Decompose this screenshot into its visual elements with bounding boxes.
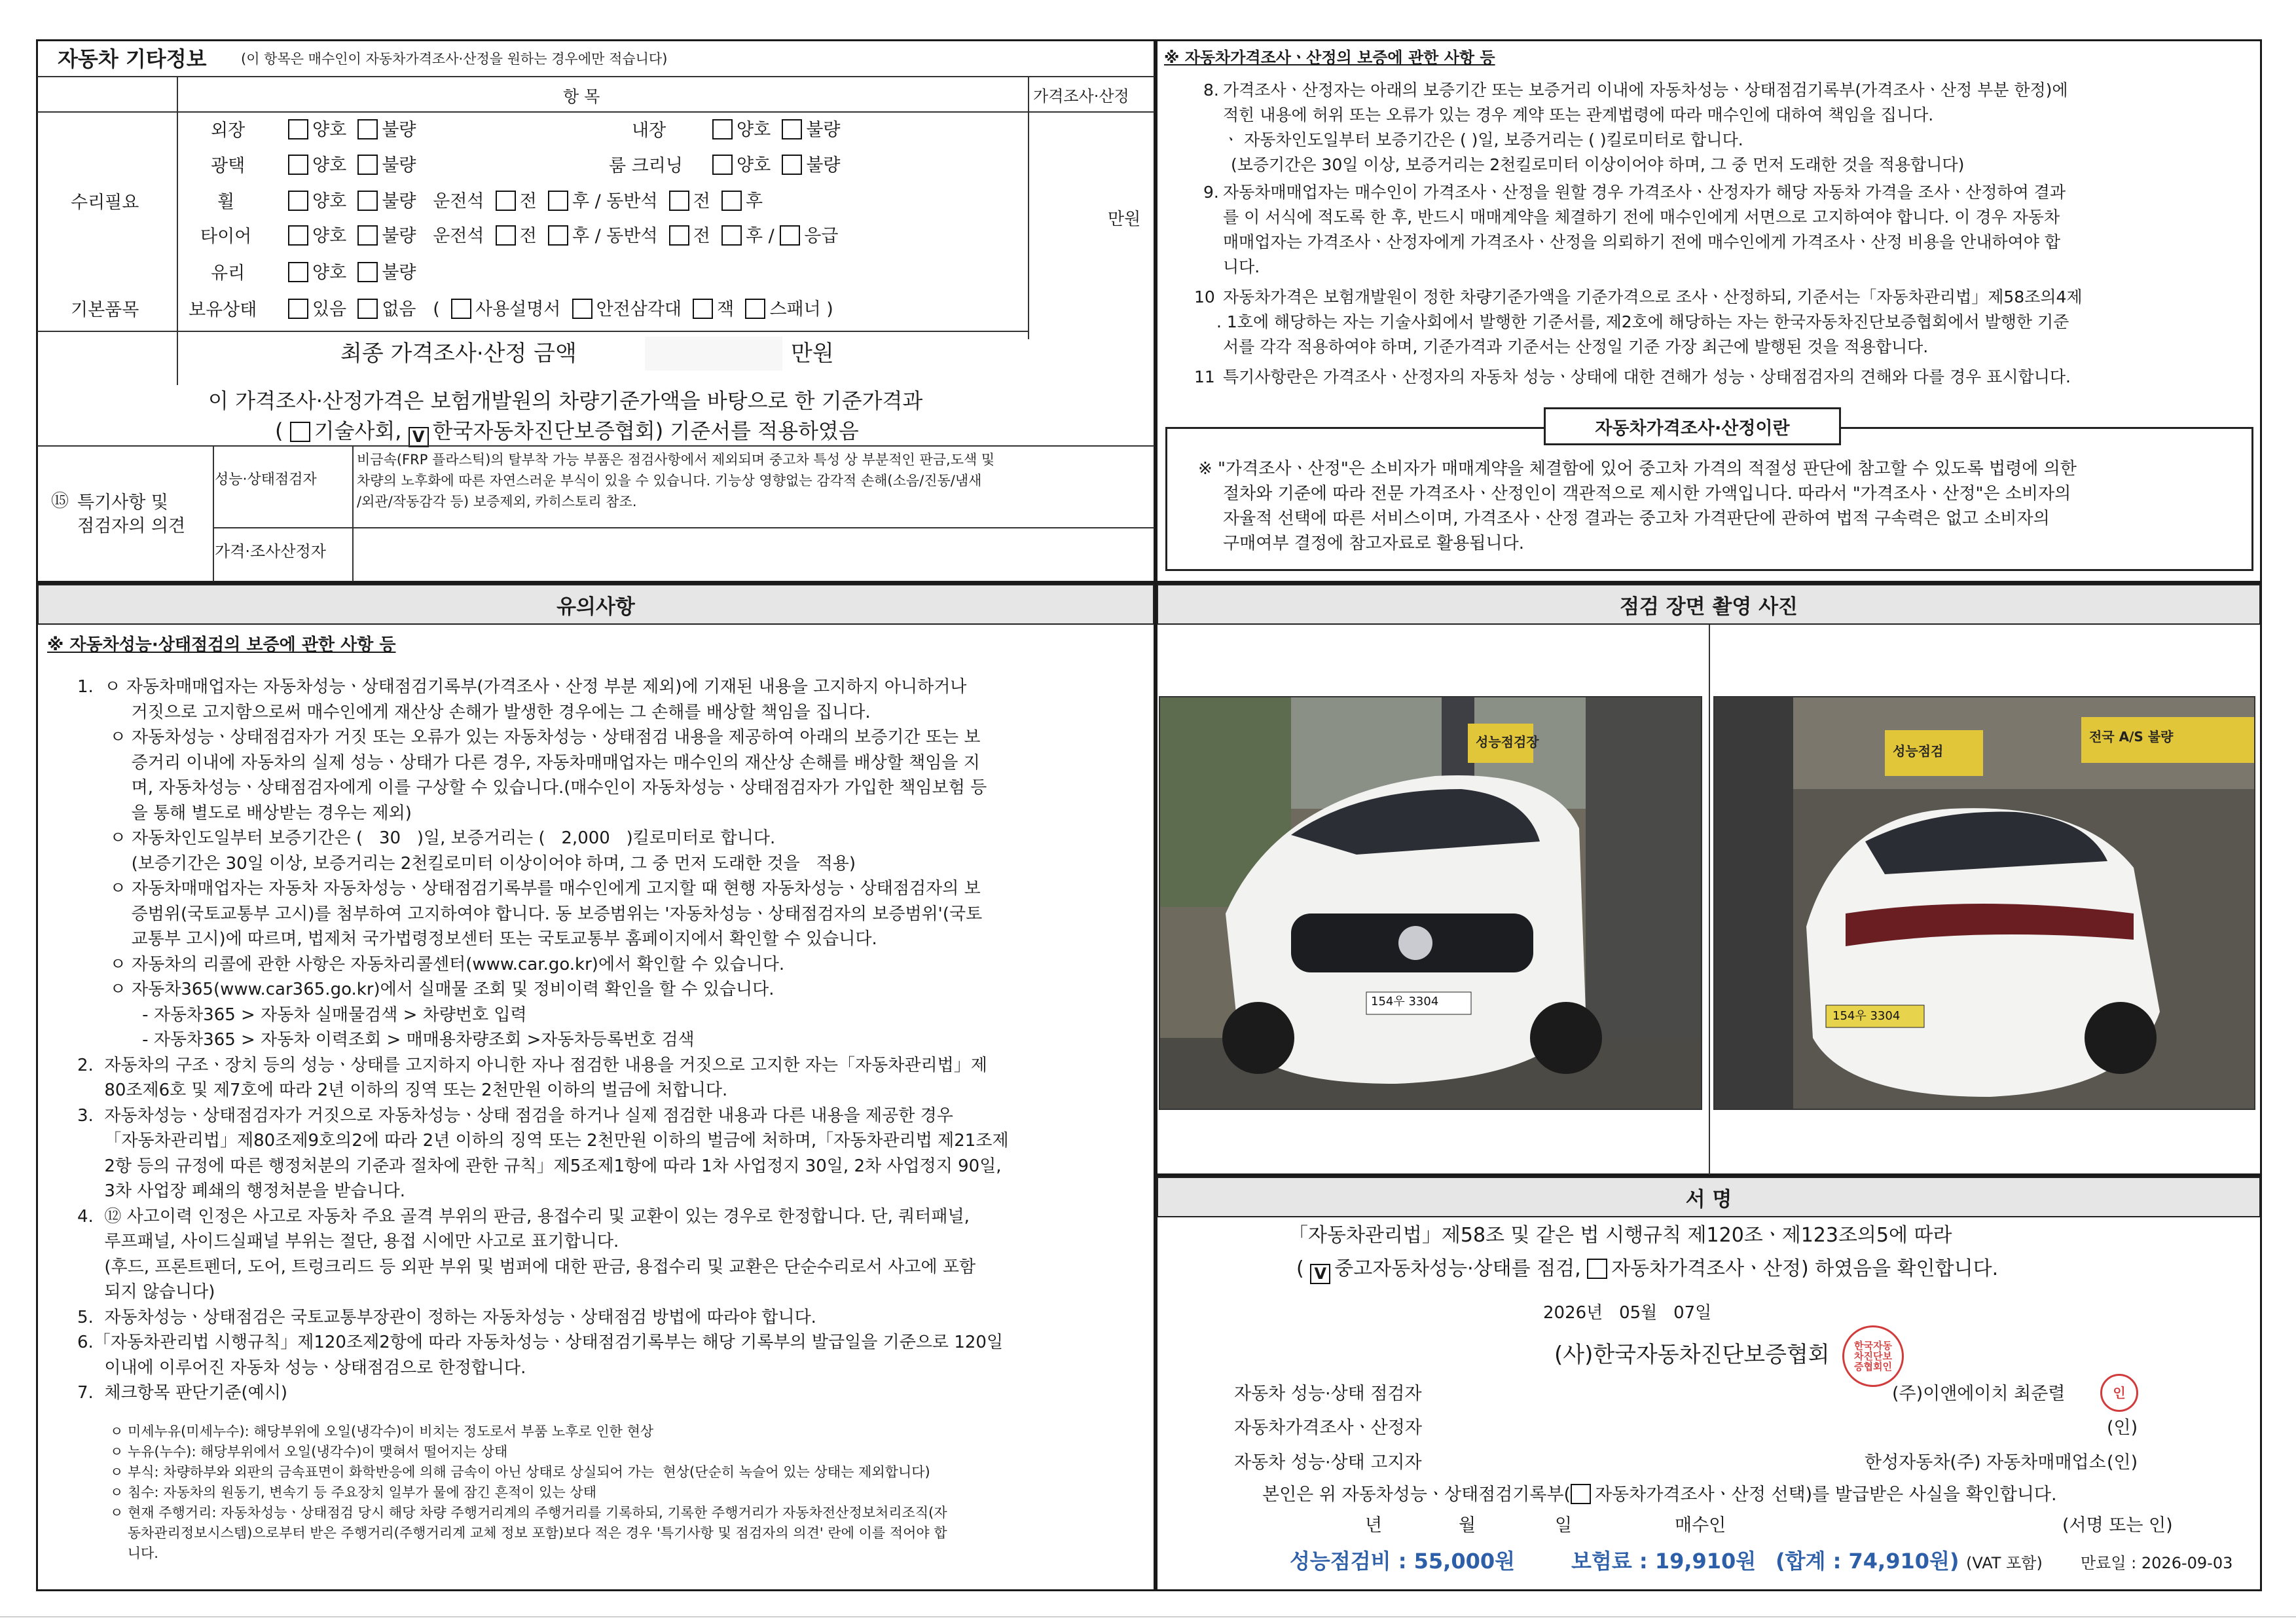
notes-line: ㅇ 자동차365(www.car365.go.kr)에서 실매물 조회 및 정비이력 확인을 할 수 있습니다. — [77, 980, 774, 999]
jack-checkbox[interactable] — [693, 299, 713, 319]
item8-line-2: 적힌 내용에 허위 또는 오류가 있는 경우 계약 또는 관계법령에 따라 매수인에 대하여 책임을 집니다. — [1223, 105, 1934, 124]
vehicle-other-info-subtitle: (이 항목은 매수인이 자동차가격조사·산정을 원하는 경우에만 적습니다) — [241, 51, 668, 67]
exterior-bad-checkbox[interactable] — [357, 119, 378, 139]
inspector-label: 자동차 성능·상태 점검자 — [1234, 1384, 1422, 1404]
notes-line: 5. 자동차성능ㆍ상태점검은 국토교통부장관이 정하는 자동차성능ㆍ상태점검 방법에 따라야 합니다. — [77, 1307, 816, 1327]
price-sub-label: 가격·조사산정자 — [215, 542, 326, 561]
expiry-date: 만료일 : 2026-09-03 — [2081, 1554, 2233, 1572]
possession-label: 보유상태 — [189, 300, 257, 320]
row-gloss: 광택 — [211, 156, 246, 176]
have-checkbox[interactable] — [288, 299, 308, 319]
tire-options: 양호 불량 운전석 전 후 / 동반석 전 후 / 응급 — [288, 225, 839, 246]
interior-good-checkbox[interactable] — [712, 119, 733, 139]
item10-num: 10 — [1194, 287, 1215, 306]
price-select-checkbox[interactable] — [1571, 1484, 1591, 1504]
rear-sign-1: 성능점검 — [1893, 743, 1944, 759]
item8-num: 8. — [1203, 81, 1219, 100]
special-sub-divider — [352, 445, 354, 581]
item11-line-1: 특기사항란은 가격조사ㆍ산정자의 자동차 성능ㆍ상태에 대한 견해가 성능ㆍ상태점검자의 견해와 다를 경우 표시합니다. — [1223, 367, 2071, 386]
notes-line: 루프패널, 사이드실패널 부위는 절단, 용접 시에만 사고로 표기합니다. — [77, 1232, 619, 1251]
price-definition-title-box: 자동차가격조사·산정이란 — [1544, 407, 1841, 445]
glass-good-checkbox[interactable] — [288, 262, 308, 282]
inspector-sub-label: 성능·상태점검자 — [215, 471, 317, 488]
notes-small-line: ㅇ 미세누유(미세누수): 해당부위에 오일(냉각수)이 비치는 정도로서 부품 노후로 인한 현상 — [110, 1424, 654, 1439]
wheel-driver-rear-checkbox[interactable] — [548, 191, 568, 211]
insurance-fee: 보험료 : 19,910원 — [1571, 1549, 1757, 1574]
notes-subtitle: ※ 자동차성능·상태점검의 보증에 관한 사항 등 — [47, 635, 396, 655]
signature-header: 서 명 — [1157, 1177, 2261, 1217]
price-assessor-label: 자동차가격조사ㆍ산정자 — [1234, 1418, 1422, 1438]
manual-checkbox[interactable] — [451, 299, 471, 319]
gloss-bad-checkbox[interactable] — [357, 155, 378, 175]
buyer-label: 매수인 — [1675, 1515, 1726, 1536]
notes-line: 7. 체크항목 판단기준(예시) — [77, 1383, 288, 1403]
buyer-month: 월 — [1459, 1515, 1476, 1536]
wheel-driver-front-checkbox[interactable] — [496, 191, 516, 211]
basis-line-1: 이 가격조사·산정가격은 보험개발원의 차량기준가액을 바탕으로 한 기준가격과 — [208, 388, 923, 413]
inspector-value: (주)이앤에이치 최준렬 — [1892, 1384, 2066, 1404]
tire-bad-checkbox[interactable] — [357, 225, 378, 246]
notes-line: 1. ㅇ 자동차매매업자는 자동차성능ㆍ상태점검기록부(가격조사ㆍ산정 부분 제외)에 기재된 내용을 고지하지 아니하거나 — [77, 677, 967, 697]
sign-date: 2026년 05월 07일 — [1543, 1303, 1712, 1323]
front-plate: 154우 3304 — [1371, 995, 1439, 1008]
price-definition-line-4: 구매여부 결정에 참고자료로 활용됩니다. — [1223, 534, 1525, 553]
price-col-divider — [1028, 77, 1029, 339]
item9-line-4: 니다. — [1223, 257, 1260, 276]
notes-line: 거짓으로 고지함으로써 매수인에게 재산상 손해가 발생한 경우에는 그 손해를 배상할 책임을 집니다. — [77, 702, 871, 722]
notes-small-line: ㅇ 부식: 차량하부와 외판의 금속표면이 화학반응에 의해 금속이 아닌 상태로 상실되어 가는 현상(단순히 녹슬어 있는 상태는 제외합니다) — [110, 1464, 930, 1480]
wheel-bad-checkbox[interactable] — [357, 191, 378, 211]
gloss-options: 양호 불량 — [288, 155, 416, 175]
notes-small-line: ㅇ 침수: 자동차의 원동기, 변속기 등 주요장치 일부가 물에 잠긴 흔적이 있는 상태 — [110, 1485, 597, 1500]
inspector-seal: 인 — [2100, 1374, 2138, 1412]
basis-line-2: ( 기술사회, V 한국자동차진단보증협회) 기준서를 적용하였음 — [275, 418, 859, 446]
confirm-line: 본인은 위 자동차성능ㆍ상태점검기록부( 자동차가격조사ㆍ산정 선택)를 발급받은 사실을 확인합니다. — [1262, 1485, 2057, 1505]
front-car-illustration — [1160, 697, 1702, 1110]
item8-line-4: (보증기간은 30일 이상, 보증거리는 2천킬로미터 이상이어야 하며, 그 중 먼저 도래한 것을 적용합니다) — [1231, 155, 1965, 174]
notes-small-line: 니다. — [110, 1545, 158, 1561]
price-definition-line-2: 절차와 기준에 따라 전문 가격조사ㆍ산정인이 객관적으로 제시한 가액입니다. 따라서 "가격조사ㆍ산정"은 소비자의 — [1223, 484, 2071, 504]
notes-line: 4. ⑫ 사고이력 인정은 사고로 자동차 주요 골격 부위의 판금, 용접수리 및 교환이 있는 경우로 한정합니다. 단, 쿼터패널, — [77, 1206, 970, 1227]
inspector-note-2: 차량의 노후화에 따른 자연스러운 부식이 있을 수 있습니다. 기능상 영향없는 감각적 손해(소음/진동/냄새 — [357, 473, 982, 489]
spanner-checkbox[interactable] — [745, 299, 765, 319]
notes-line: 증거리 이내에 자동차의 실제 성능ㆍ상태가 다른 경우, 자동차매매업자는 매수인의 재산상 손해를 배상할 책임을 지 — [77, 752, 980, 773]
photos-divider — [1709, 625, 1710, 1175]
col-item-header: 항 목 — [563, 87, 600, 106]
price-warranty-title: ※ 자동차가격조사ㆍ산정의 보증에 관한 사항 등 — [1164, 48, 1495, 67]
buyer-day: 일 — [1555, 1515, 1573, 1536]
row-exterior: 외장 — [211, 120, 246, 141]
notes-line: 2. 자동차의 구조ㆍ장치 등의 성능ㆍ상태를 고지하지 아니한 자나 점검한 내용을 거짓으로 고지한 자는「자동차관리법」제 — [77, 1055, 987, 1075]
rear-car-illustration — [1715, 697, 2255, 1110]
row-interior: 내장 — [632, 120, 666, 141]
notes-line: - 자동차365 > 자동차 실매물검색 > 차량번호 입력 — [77, 1005, 527, 1025]
item10-line-3: 서를 각각 적용하여야 하며, 기준가격과 기준서는 산정일 기준 가장 최근에 발행된 것을 적용합니다. — [1223, 337, 1929, 356]
notes-line: (후드, 프론트펜더, 도어, 트렁크리드 등 외판 부위 및 범퍼에 대한 판금, 용접수리 및 교환은 단순수리로서 사고에 포함 — [77, 1257, 976, 1277]
none-checkbox[interactable] — [357, 299, 378, 319]
exterior-options: 양호 불량 — [288, 119, 416, 139]
item10-line-1: 자동차가격은 보험개발원이 정한 차량기준가액을 기준가격으로 조사ㆍ산정하되, 기준서는「자동차관리법」제58조의4제 — [1223, 287, 2083, 306]
notes-lines — [77, 674, 1151, 1406]
tire-emergency-checkbox[interactable] — [780, 225, 800, 246]
gloss-good-checkbox[interactable] — [288, 155, 308, 175]
notifier-seal: (인) — [2107, 1452, 2138, 1473]
tech-society-checkbox[interactable] — [290, 422, 310, 442]
col-price-header: 가격조사·산정 — [1033, 87, 1129, 105]
wheel-options: 양호 불량 운전석 전 후 / 동반석 전 후 — [288, 191, 763, 211]
notes-line: 3차 사업장 폐쇄의 행정처분을 받습니다. — [77, 1181, 406, 1201]
signature-law-line-2: ( V 중고자동차성능·상태를 점검, 자동차가격조사ㆍ산정) 하였음을 확인합니다. — [1296, 1257, 1999, 1283]
buyer-sign[interactable]: (서명 또는 인) — [2062, 1515, 2173, 1536]
notes-line: - 자동차365 > 자동차 이력조회 > 매매용차량조회 >자동차등록번호 검색 — [77, 1030, 695, 1050]
rear-car-photo — [1713, 696, 2255, 1110]
basic-items-label: 기본품목 — [71, 300, 139, 320]
unit-manwon: 만원 — [1108, 210, 1141, 229]
notes-line: ㅇ 자동차인도일부터 보증기간은 ( 30 )일, 보증거리는 ( 2,000 )킬로미터로 합니다. — [77, 828, 776, 848]
final-price-field[interactable] — [645, 337, 782, 371]
notes-small-line: ㅇ 현재 주행거리: 자동차성능ㆍ상태점검 당시 해당 차량 주행거리계의 주행거리를 기록하되, 기록한 주행거리가 자동차전산정보처리조직(자 — [110, 1505, 947, 1521]
special-num: ⑮ — [51, 491, 69, 511]
row-wheel: 휠 — [217, 192, 235, 212]
room-cleaning-bad-checkbox[interactable] — [782, 155, 802, 175]
vat-note: (VAT 포함) — [1966, 1554, 2043, 1572]
item9-line-1: 자동차매매업자는 매수인이 가격조사ㆍ산정을 원할 경우 가격조사ㆍ산정자가 해당 자동차 가격을 조사ㆍ산정하여 결과 — [1223, 183, 2066, 202]
price-definition-line-1: ※ "가격조사ㆍ산정"은 소비자가 매매계약을 체결함에 있어 중고차 가격의 적절성 판단에 참고할 수 있도록 법령에 의한 — [1198, 459, 2077, 479]
notes-line: ㅇ 자동차매매업자는 자동차 자동차성능ㆍ상태점검기록부를 매수인에게 고지할 때 현행 자동차성능ㆍ상태점검자의 보 — [77, 879, 981, 898]
tire-good-checkbox[interactable] — [288, 225, 308, 246]
wheel-good-checkbox[interactable] — [288, 191, 308, 211]
special-label-divider — [213, 445, 214, 581]
association-name: (사)한국자동차진단보증협회 — [1554, 1342, 1830, 1368]
notes-line: 6.「자동차관리법 시행규칙」제120조제2항에 따라 자동차성능ㆍ상태점검기록부는 해당 기록부의 발급일을 기준으로 120일 — [77, 1333, 1004, 1352]
rear-sign-2: 전국 A/S 불량 — [2089, 729, 2174, 745]
page-footer-line — [0, 1616, 2296, 1617]
notifier-value: 한성자동차(주) 자동차매매업소 — [1865, 1452, 2106, 1473]
interior-bad-checkbox[interactable] — [782, 119, 802, 139]
notes-header: 유의사항 — [37, 584, 1154, 625]
row-room-cleaning: 룸 크리닝 — [609, 156, 683, 176]
price-check-checkbox[interactable] — [1587, 1259, 1607, 1279]
association-seal: 한국자동차진단보증협회인 — [1842, 1325, 1904, 1387]
item9-num: 9. — [1203, 183, 1219, 202]
interior-options: 양호 불량 — [712, 119, 841, 139]
final-price-label: 최종 가격조사·산정 금액 — [340, 341, 577, 367]
notes-line: 을 통해 별도로 배상받는 경우는 제외) — [77, 803, 412, 823]
notifier-label: 자동차 성능·상태 고지자 — [1234, 1452, 1422, 1473]
notes-line: 80조제6호 및 제7호에 따라 2년 이하의 징역 또는 2천만원 이하의 벌금에 처합니다. — [77, 1080, 728, 1100]
glass-options: 양호 불량 — [288, 262, 416, 282]
notes-small-line: 동차관리정보시스템)으로부터 받은 주행거리(주행거리계 교체 정보 포함)보다 적은 경우 '특기사항 및 점검자의 의견' 란에 이를 적어야 합 — [110, 1525, 947, 1541]
price-definition-line-3: 자율적 선택에 따른 서비스이며, 가격조사ㆍ산정 결과는 중고차 가격판단에 관하여 법적 구속력은 없고 소비자의 — [1223, 509, 2050, 528]
special-top-line — [37, 445, 1154, 447]
exterior-good-checkbox[interactable] — [288, 119, 308, 139]
total-fee: (합계 : 74,910원) — [1776, 1549, 1959, 1574]
notes-line: 2항 등의 규정에 따른 행정처분의 기준과 절차에 관한 규칙」제5조제1항에 따라 1차 사업정지 30일, 2차 사업정지 90일, — [77, 1156, 1002, 1176]
item11-num: 11 — [1194, 367, 1215, 386]
inspector-note-3: /외관/작동감각 등) 보증제외, 카히스토리 참조. — [357, 494, 637, 509]
special-label-1: 특기사항 및 — [77, 492, 168, 513]
notes-line: 되지 않습니다) — [77, 1282, 215, 1302]
item8-line-1: 가격조사ㆍ산정자는 아래의 보증기간 또는 보증거리 이내에 자동차성능ㆍ상태점검기록부(가격조사ㆍ산정 부분 한정)에 — [1223, 81, 2068, 100]
glass-bad-checkbox[interactable] — [357, 262, 378, 282]
signature-law-line-1: 「자동차관리법」제58조 및 같은 법 시행규칙 제120조ㆍ제123조의5에 따라 — [1288, 1224, 1952, 1247]
possession-options: 있음 없음 ( 사용설명서 안전삼각대 잭 스패너 ) — [288, 299, 833, 319]
rear-plate: 154우 3304 — [1832, 1009, 1901, 1023]
item9-line-2: 를 이 서식에 적도록 한 후, 반드시 매매계약을 체결하기 전에 매수인에게 서면으로 고지하여야 합니다. 이 경우 자동차 — [1223, 208, 2060, 227]
vehicle-other-info-title: 자동차 기타정보 — [58, 46, 207, 71]
front-sign: 성능점검장 — [1476, 734, 1539, 750]
room-cleaning-good-checkbox[interactable] — [712, 155, 733, 175]
tire-driver-rear-checkbox[interactable] — [548, 225, 568, 246]
wheel-passenger-rear-checkbox[interactable] — [721, 191, 742, 211]
item9-line-3: 매매업자는 가격조사ㆍ산정자에게 가격조사ㆍ산정을 의뢰하기 전에 매수인에게 가격조사ㆍ산정 비용을 안내하여야 합 — [1223, 232, 2061, 251]
notes-line: 「자동차관리법」제80조제9호의2에 따라 2년 이하의 징역 또는 2천만원 이하의 벌금에 처하며,「자동차관리법 제21조제 — [77, 1131, 1009, 1151]
price-assessor-value: (인) — [2107, 1418, 2138, 1438]
items-bottom-line — [37, 331, 1028, 332]
notes-line: 3. 자동차성능ㆍ상태점검자가 거짓으로 자동차성능ㆍ상태 점검을 하거나 실제 점검한 내용과 다른 내용을 제공한 경우 — [77, 1105, 953, 1126]
triangle-checkbox[interactable] — [572, 299, 592, 319]
row-tire: 타이어 — [200, 227, 252, 247]
buyer-year: 년 — [1365, 1515, 1383, 1536]
notes-line: 며, 자동차성능ㆍ상태점검자에게 이를 구상할 수 있습니다.(매수인이 자동차성능ㆍ상태점검자가 가입한 책임보험 등 — [77, 778, 987, 798]
item10-line-2: . 1호에 해당하는 자는 기술사회에서 발행한 기준서를, 제2호에 해당하는 자는 한국자동차진단보증협회에서 발행한 기준 — [1216, 312, 2069, 331]
notes-line: 이내에 이루어진 자동차 성능ㆍ상태점검으로 한정합니다. — [77, 1357, 526, 1378]
tire-passenger-front-checkbox[interactable] — [669, 225, 689, 246]
item8-line-3: ㆍ 자동차인도일부터 보증기간은 ( )일, 보증거리는 ( )킬로미터로 합니다. — [1223, 130, 1743, 149]
row-glass: 유리 — [211, 263, 246, 284]
inspector-note-1: 비금속(FRP 플라스틱)의 탈부착 가능 부품은 점검사항에서 제외되며 중고차 특성 상 부분적인 판금,도색 및 — [357, 452, 995, 468]
notes-line: ㅇ 자동차성능ㆍ상태점검자가 거짓 또는 오류가 있는 자동차성능ㆍ상태점검 내용을 제공하여 아래의 보증기간 또는 보 — [77, 728, 981, 747]
notes-line: 교통부 고시)에 따르며, 법제처 국가법령정보센터 또는 국토교통부 홈페이지에서 확인할 수 있습니다. — [77, 929, 877, 949]
tire-driver-front-checkbox[interactable] — [496, 225, 516, 246]
notes-line: ㅇ 자동차의 리콜에 관한 사항은 자동차리콜센터(www.car.go.kr)에서 확인할 수 있습니다. — [77, 954, 785, 974]
notes-line: 증범위(국토교통부 고시)를 첨부하여 고지하여야 합니다. 동 보증범위는 '자동차성능ㆍ상태점검자의 보증범위'(국토 — [77, 904, 983, 924]
tire-passenger-rear-checkbox[interactable] — [721, 225, 742, 246]
special-label-2: 점검자의 의견 — [77, 516, 186, 536]
special-mid-line — [213, 527, 1154, 528]
label-col-divider — [177, 77, 178, 385]
notes-small-line: ㅇ 누유(누수): 해당부위에서 오일(냉각수)이 맺혀서 떨어지는 상태 — [110, 1444, 508, 1460]
front-car-photo — [1159, 696, 1702, 1110]
notes-small-lines — [110, 1422, 1151, 1564]
final-price-unit: 만원 — [791, 341, 834, 367]
used-car-check-checkbox[interactable]: V — [1310, 1264, 1330, 1284]
kadi-checkbox[interactable]: V — [409, 427, 429, 447]
notes-line: (보증기간은 30일 이상, 보증거리는 2천킬로미터 이상이어야 하며, 그 중 먼저 도래한 것을 적용) — [77, 853, 856, 874]
repair-needed-label: 수리필요 — [71, 193, 139, 213]
wheel-passenger-front-checkbox[interactable] — [669, 191, 689, 211]
header-row-line — [37, 111, 1154, 113]
inspection-fee: 성능점검비 : 55,000원 — [1290, 1549, 1516, 1574]
room-cleaning-options: 양호 불량 — [712, 155, 841, 175]
photos-header: 점검 장면 촬영 사진 — [1157, 584, 2261, 625]
